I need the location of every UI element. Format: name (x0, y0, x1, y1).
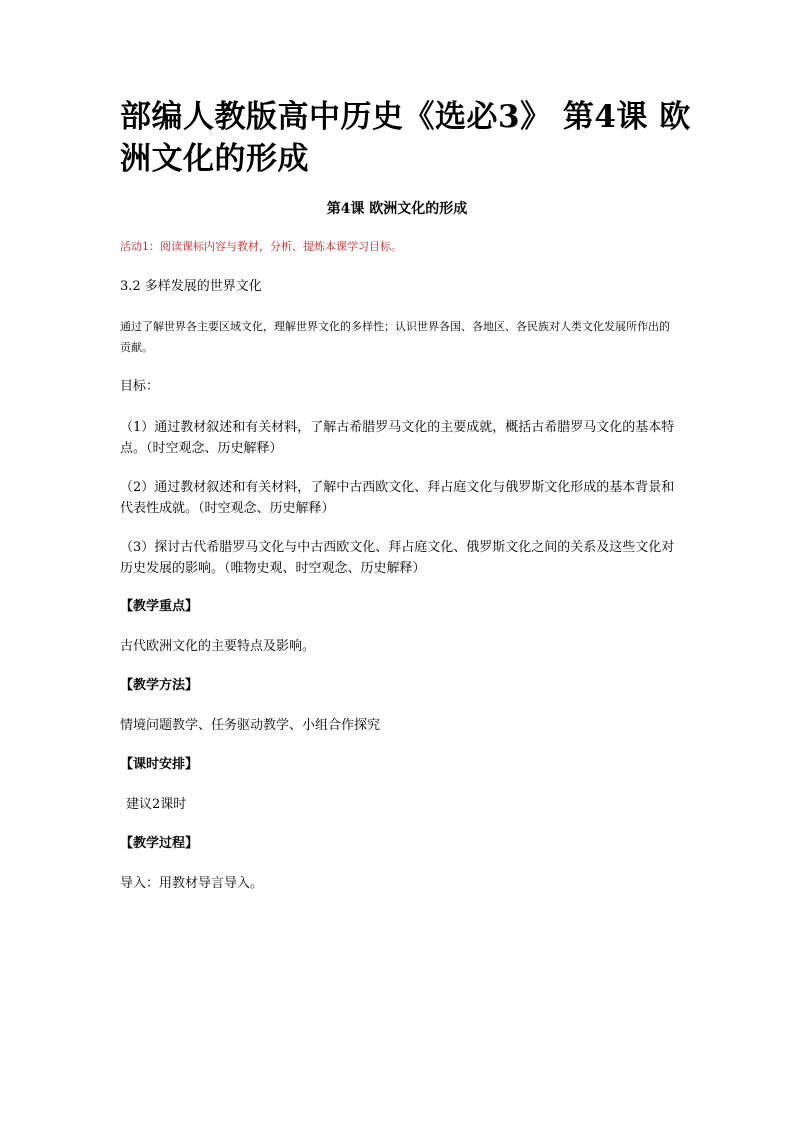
schedule-label: 【课时安排】 (120, 757, 199, 772)
intro-text: 导入：用教材导言导入。 (120, 876, 264, 891)
goal-item-3: （3）探讨古代希腊罗马文化与中古西欧文化、拜占庭文化、俄罗斯文化之间的关系及这些文化对历史发展的影响。（唯物史观、时空观念、历史解释） (120, 540, 675, 576)
method-label: 【教学方法】 (120, 678, 199, 693)
goal-item-1: （1）通过教材叙述和有关材料，了解古希腊罗马文化的主要成就，概括古希腊罗马文化的基本特点。（时空观念、历史解释） (120, 420, 675, 456)
schedule-text: 建议2课时 (126, 797, 187, 812)
goals-label: 目标： (120, 379, 160, 394)
key-point-text: 古代欧洲文化的主要特点及影响。 (120, 639, 316, 654)
activity-prompt: 活动1：阅读课标内容与教材，分析、提炼本课学习目标。 (120, 240, 402, 253)
document-title: 部编人教版高中历史《选必3》 第4课 欧洲文化的形成 (120, 99, 691, 177)
key-point-label: 【教学重点】 (120, 599, 199, 614)
curriculum-standard-text: 通过了解世界各主要区域文化，理解世界文化的多样性；认识世界各国、各地区、各民族对人类文化发展所作出的贡献。 (120, 320, 670, 354)
process-label: 【教学过程】 (120, 836, 199, 851)
goal-item-2: （2）通过教材叙述和有关材料，了解中古西欧文化、拜占庭文化与俄罗斯文化形成的基本背景和代表性成就。（时空观念、历史解释） (120, 480, 675, 516)
lesson-heading: 第4课 欧洲文化的形成 (326, 201, 468, 217)
method-text: 情境问题教学、任务驱动教学、小组合作探究 (120, 718, 381, 733)
curriculum-standard-id: 3.2 多样发展的世界文化 (120, 279, 262, 294)
